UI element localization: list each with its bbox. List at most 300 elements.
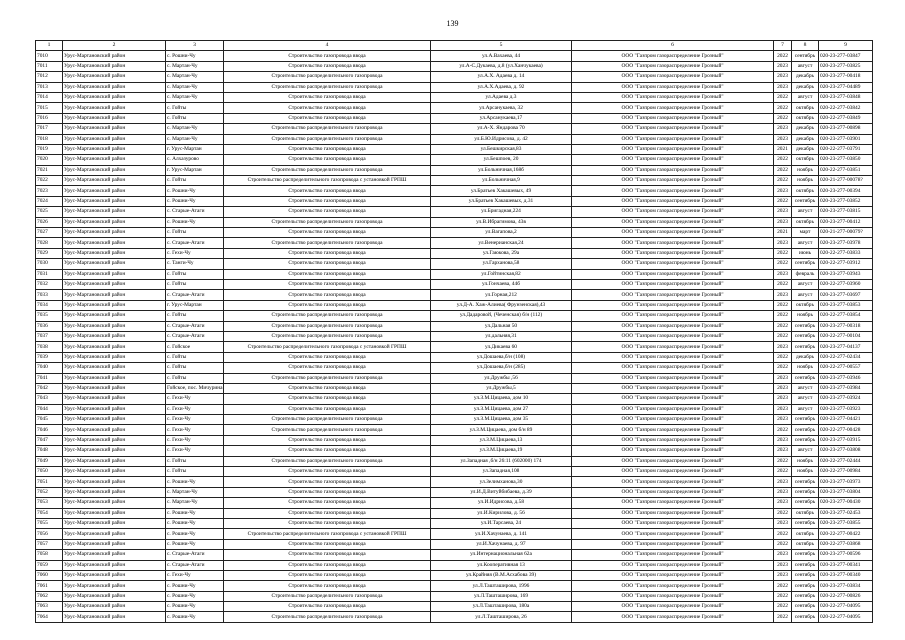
registry-number-cell: 020-23-277-04421 [819,415,873,425]
address-cell: ул.И.Хачунаева, д. 141 [431,529,572,539]
registry-number-cell: 020-23-277-00412 [819,217,873,227]
address-cell: ул.И.Хачунаева, д. 97 [431,539,572,549]
settlement-cell: с. Мартан-Чу [166,498,224,508]
settlement-cell: с. Старые-Атаги [166,560,224,570]
year-cell: 2022 [774,196,792,206]
table-row [36,103,873,113]
district-cell: Урус-Мартановский район [63,228,166,238]
table-row [36,560,873,570]
registry-number-cell: 020-23-277-03853 [819,300,873,310]
row-number-cell: 7051 [36,477,63,487]
settlement-cell: с. Гехи-Чу [166,415,224,425]
settlement-cell: с. Гойты [166,352,224,362]
row-number-cell: 7059 [36,560,63,570]
year-cell: 2023 [774,415,792,425]
table-row [36,477,873,487]
table-row [36,51,873,61]
row-number-cell: 7038 [36,342,63,352]
month-cell: август [792,290,819,300]
year-cell: 2023 [774,394,792,404]
registry-number-cell: 020-23-277-00341 [819,560,873,570]
row-number-cell: 7013 [36,82,63,92]
year-cell: 2023 [774,217,792,227]
settlement-cell: с. Рошни-Чу [166,518,224,528]
work-type-cell: Строительство газопровода ввода [224,92,431,102]
month-cell: октябрь [792,155,819,165]
settlement-cell: с. Гойты [166,113,224,123]
year-cell: 2022 [774,612,792,622]
organization-cell: ООО "Газпром газораспределение Грозный" [572,92,774,102]
district-cell: Урус-Мартановский район [63,363,166,373]
work-type-cell: Строительство распределительного газопровода [224,124,431,134]
month-cell: декабрь [792,144,819,154]
work-type-cell: Строительство газопровода ввода [224,498,431,508]
year-cell: 2022 [774,508,792,518]
registry-number-cell: 020-23-277-03850 [819,155,873,165]
address-cell: ул.Д-А. Хаж-Алиева( Фрунзенская),43 [431,300,572,310]
organization-cell: ООО "Газпром газораспределение Грозный" [572,165,774,175]
work-type-cell: Строительство распределительного газопровода [224,612,431,622]
year-cell: 2023 [774,446,792,456]
address-cell: ул.Гойтинская,82 [431,269,572,279]
work-type-cell: Строительство распределительного газопровода [224,311,431,321]
year-cell: 2023 [774,269,792,279]
work-type-cell: Строительство газопровода ввода [224,394,431,404]
header-cell: 9 [819,41,873,51]
address-cell: ул.Дикаева 60 [431,342,572,352]
work-type-cell: Строительство распределительного газопровода [224,415,431,425]
organization-cell: ООО "Газпром газораспределение Грозный" [572,259,774,269]
month-cell: август [792,383,819,393]
table-row [36,612,873,622]
month-cell: август [792,279,819,289]
table-row [36,383,873,393]
settlement-cell: с. Гехи-Чу [166,404,224,414]
row-number-cell: 7047 [36,435,63,445]
address-cell: ул.Адаева д.3 [431,92,572,102]
table-row [36,72,873,82]
month-cell: август [792,446,819,456]
organization-cell: ООО "Газпром газораспределение Грозный" [572,61,774,71]
registry-number-cell: 020-22-277-03960 [819,279,873,289]
registry-number-cell: 020-22-277-03833 [819,248,873,258]
organization-cell: ООО "Газпром газораспределение Грозный" [572,456,774,466]
row-number-cell: 7048 [36,446,63,456]
table-row [36,508,873,518]
address-cell: ул.И.Тарсаева, 24 [431,518,572,528]
district-cell: Урус-Мартановский район [63,508,166,518]
year-cell: 2023 [774,186,792,196]
month-cell: август [792,394,819,404]
address-cell: ул.А.Вахаева, 44 [431,51,572,61]
registry-number-cell: 020-22-277-00826 [819,591,873,601]
work-type-cell: Строительство газопровода ввода [224,477,431,487]
work-type-cell: Строительство газопровода ввода [224,435,431,445]
row-number-cell: 7052 [36,487,63,497]
table-row [36,176,873,186]
organization-cell: ООО "Газпром газораспределение Грозный" [572,134,774,144]
organization-cell: ООО "Газпром газораспределение Грозный" [572,144,774,154]
organization-cell: ООО "Газпром газораспределение Грозный" [572,425,774,435]
district-cell: Урус-Мартановский район [63,144,166,154]
address-cell: ул.З.М.Цицаева, дом 27 [431,404,572,414]
table-row [36,248,873,258]
address-cell: ул.Гарханова,58 [431,259,572,269]
row-number-cell: 7017 [36,124,63,134]
table-row [36,602,873,612]
gas-pipeline-registry-table [35,40,873,623]
work-type-cell: Строительство газопровода ввода [224,103,431,113]
district-cell: Урус-Мартановский район [63,456,166,466]
work-type-cell: Строительство распределительного газопровода [224,591,431,601]
year-cell: 2022 [774,279,792,289]
year-cell: 2022 [774,311,792,321]
month-cell: ноябрь [792,311,819,321]
settlement-cell: с. Рошни-Чу [166,529,224,539]
row-number-cell: 7056 [36,529,63,539]
work-type-cell: Строительство газопровода ввода [224,363,431,373]
work-type-cell: Строительство распределительного газопровода [224,321,431,331]
settlement-cell: с. Гехи-Чу [166,435,224,445]
month-cell: август [792,207,819,217]
work-type-cell: Строительство газопровода ввода [224,300,431,310]
organization-cell: ООО "Газпром газораспределение Грозный" [572,487,774,497]
month-cell: декабрь [792,72,819,82]
year-cell: 2022 [774,155,792,165]
year-cell: 2022 [774,300,792,310]
month-cell: сентябрь [792,342,819,352]
year-cell: 2023 [774,207,792,217]
row-number-cell: 7042 [36,383,63,393]
year-cell: 2023 [774,550,792,560]
address-cell: ул.З.М.Цицаева,13 [431,435,572,445]
table-row [36,217,873,227]
row-number-cell: 7018 [36,134,63,144]
district-cell: Урус-Мартановский район [63,176,166,186]
district-cell: Урус-Мартановский район [63,612,166,622]
month-cell: ноябрь [792,467,819,477]
address-cell: ул.Б.Ю.Идрисова, д. 42 [431,134,572,144]
settlement-cell: с. Мартан-Чу [166,92,224,102]
address-cell: ул.З.М.Цицаева, дом 35 [431,415,572,425]
settlement-cell: с. Мартан-Чу [166,487,224,497]
work-type-cell: Строительство газопровода ввода [224,404,431,414]
district-cell: Урус-Мартановский район [63,82,166,92]
registry-number-cell: 020-23-277-02453 [819,508,873,518]
district-cell: Урус-Мартановский район [63,259,166,269]
registry-number-cell: 020-22-277-00557 [819,363,873,373]
settlement-cell: с. Рошни-Чу [166,591,224,601]
organization-cell: ООО "Газпром газораспределение Грозный" [572,612,774,622]
district-cell: Урус-Мартановский район [63,321,166,331]
month-cell: июнь [792,248,819,258]
year-cell: 2023 [774,498,792,508]
year-cell: 2022 [774,92,792,102]
work-type-cell: Строительство газопровода ввода [224,446,431,456]
table-row [36,134,873,144]
organization-cell: ООО "Газпром газораспределение Грозный" [572,228,774,238]
work-type-cell: Строительство газопровода ввода [224,196,431,206]
table-row [36,529,873,539]
table-row [36,82,873,92]
year-cell: 2023 [774,570,792,580]
organization-cell: ООО "Газпром газораспределение Грозный" [572,508,774,518]
address-cell: ул.А-Х. Яндарова 70 [431,124,572,134]
registry-number-cell: 020-23-277-00430 [819,498,873,508]
address-cell: ул.А.Х. Адаева д. 14 [431,72,572,82]
row-number-cell: 7014 [36,92,63,102]
settlement-cell: с. Гойты [166,311,224,321]
year-cell: 2023 [774,124,792,134]
year-cell: 2022 [774,352,792,362]
month-cell: декабрь [792,124,819,134]
header-cell: 2 [63,41,166,51]
district-cell: Урус-Мартановский район [63,300,166,310]
month-cell: декабрь [792,134,819,144]
table-row [36,550,873,560]
address-cell: ул.Арсанукаева, 32 [431,103,572,113]
table-row [36,352,873,362]
district-cell: Урус-Мартановский район [63,529,166,539]
year-cell: 2022 [774,602,792,612]
row-number-cell: 7060 [36,570,63,580]
organization-cell: ООО "Газпром газораспределение Грозный" [572,394,774,404]
registry-number-cell: 020-23-277-03848 [819,92,873,102]
month-cell: октябрь [792,539,819,549]
district-cell: Урус-Мартановский район [63,331,166,341]
row-number-cell: 7023 [36,186,63,196]
registry-number-cell: 020-22-277-00104 [819,331,873,341]
district-cell: Урус-Мартановский район [63,72,166,82]
table-row [36,591,873,601]
district-cell: Урус-Мартановский район [63,311,166,321]
row-number-cell: 7025 [36,207,63,217]
registry-number-cell: 020-21-277-00079? [819,228,873,238]
month-cell: октябрь [792,300,819,310]
table-row [36,238,873,248]
registry-number-cell: 020-22-277-03854 [819,311,873,321]
registry-number-cell: 020-23-277-03808 [819,446,873,456]
work-type-cell: Строительство газопровода ввода [224,279,431,289]
work-type-cell: Строительство газопровода ввода [224,259,431,269]
registry-number-cell: 020-23-277-04137 [819,342,873,352]
month-cell: октябрь [792,186,819,196]
table-row [36,467,873,477]
year-cell: 2022 [774,103,792,113]
row-number-cell: 7033 [36,290,63,300]
settlement-cell: с. Гойты [166,279,224,289]
organization-cell: ООО "Газпром газораспределение Грозный" [572,373,774,383]
address-cell: ул.А.Х.Адаева, д. 92 [431,82,572,92]
month-cell: ноябрь [792,363,819,373]
district-cell: Урус-Мартановский район [63,581,166,591]
row-number-cell: 7064 [36,612,63,622]
month-cell: февраль [792,269,819,279]
registry-number-cell: 020-22-277-03791 [819,144,873,154]
organization-cell: ООО "Газпром газораспределение Грозный" [572,342,774,352]
table-row [36,207,873,217]
registry-number-cell: 020-22-277-02434 [819,352,873,362]
organization-cell: ООО "Газпром газораспределение Грозный" [572,82,774,92]
table-row [36,186,873,196]
row-number-cell: 7037 [36,331,63,341]
year-cell: 2023 [774,477,792,487]
settlement-cell: с. Гойты [166,176,224,186]
work-type-cell: Строительство распределительного газопровода [224,165,431,175]
organization-cell: ООО "Газпром газораспределение Грозный" [572,217,774,227]
address-cell: ул.Западная,108 [431,467,572,477]
row-number-cell: 7039 [36,352,63,362]
settlement-cell: с. Мартан-Чу [166,134,224,144]
address-cell: ул.Западная ,б/н 26:11 (602000) 174 [431,456,572,466]
year-cell: 2022 [774,165,792,175]
registry-number-cell: 020-23-277-03978 [819,238,873,248]
row-number-cell: 7027 [36,228,63,238]
organization-cell: ООО "Газпром газораспределение Грозный" [572,550,774,560]
month-cell: сентябрь [792,321,819,331]
table-header-row [36,41,873,51]
work-type-cell: Строительство газопровода ввода [224,144,431,154]
address-cell: ул.Дружбы ,56 [431,373,572,383]
year-cell: 2021 [774,228,792,238]
year-cell: 2023 [774,560,792,570]
month-cell: ноябрь [792,165,819,175]
settlement-cell: с. Рошни-Чу [166,196,224,206]
year-cell: 2022 [774,176,792,186]
address-cell: ул.З.М.Цицаева,19 [431,446,572,456]
settlement-cell: с. Старые-Атаги [166,290,224,300]
district-cell: Урус-Мартановский район [63,467,166,477]
registry-number-cell: 020-23-277-03852 [819,196,873,206]
row-number-cell: 7053 [36,498,63,508]
year-cell: 2023 [774,487,792,497]
row-number-cell: 7036 [36,321,63,331]
work-type-cell: Строительство распределительного газопровода [224,425,431,435]
district-cell: Урус-Мартановский район [63,207,166,217]
row-number-cell: 7020 [36,155,63,165]
organization-cell: ООО "Газпром газораспределение Грозный" [572,498,774,508]
work-type-cell: Строительство газопровода ввода [224,61,431,71]
table-row [36,321,873,331]
registry-number-cell: 020-23-277-04489 [819,82,873,92]
table-row [36,228,873,238]
registry-number-cell: 020-22-277-00422 [819,529,873,539]
table-row [36,113,873,123]
month-cell: сентябрь [792,487,819,497]
table-row [36,92,873,102]
work-type-cell: Строительство распределительного газопровода [224,82,431,92]
address-cell: ул.Братьев Хакашевых, 49 [431,186,572,196]
month-cell: сентябрь [792,196,819,206]
month-cell: декабрь [792,82,819,92]
district-cell: Урус-Мартановский район [63,113,166,123]
organization-cell: ООО "Газпром газораспределение Грозный" [572,207,774,217]
district-cell: Урус-Мартановский район [63,518,166,528]
address-cell: ул.З.М.Цицаева, дом б/н 89 [431,425,572,435]
month-cell: март [792,228,819,238]
table-row [36,196,873,206]
header-cell: 5 [431,41,572,51]
registry-number-cell: 020-23-277-03984 [819,383,873,393]
settlement-cell: с. Рошни-Чу [166,581,224,591]
settlement-cell: с. Старые-Атаги [166,331,224,341]
settlement-cell: с. Рошни-Чу [166,612,224,622]
month-cell: сентябрь [792,51,819,61]
year-cell: 2022 [774,259,792,269]
registry-number-cell: 020-23-277-03901 [819,134,873,144]
row-number-cell: 7054 [36,508,63,518]
table-row [36,290,873,300]
row-number-cell: 7058 [36,550,63,560]
district-cell: Урус-Мартановский район [63,342,166,352]
settlement-cell: с. Рошни-Чу [166,186,224,196]
settlement-cell: с. Гехи-Чу [166,394,224,404]
table-row [36,311,873,321]
settlement-cell: с. Рошни-Чу [166,508,224,518]
address-cell: ул.Зелимханова,30 [431,477,572,487]
settlement-cell: г. Урус-Мартан [166,144,224,154]
table-row [36,435,873,445]
year-cell: 2023 [774,404,792,414]
year-cell: 2022 [774,51,792,61]
registry-number-cell: 020-23-277-00898 [819,124,873,134]
address-cell: ул.Крайняя (В.М.Асхабова 39) [431,570,572,580]
address-cell: ул.Дошаева,б/н (285) [431,363,572,373]
month-cell: октябрь [792,113,819,123]
address-cell: ул.Бешкирская,83 [431,144,572,154]
row-number-cell: 7010 [36,51,63,61]
address-cell: ул.З.М.Цицаева, дом 10 [431,394,572,404]
month-cell: сентябрь [792,612,819,622]
month-cell: ноябрь [792,456,819,466]
registry-number-cell: 020-23-277-03815 [819,207,873,217]
header-cell: 1 [36,41,63,51]
district-cell: Урус-Мартановский район [63,415,166,425]
organization-cell: ООО "Газпром газораспределение Грозный" [572,269,774,279]
organization-cell: ООО "Газпром газораспределение Грозный" [572,467,774,477]
month-cell: октябрь [792,529,819,539]
address-cell: ул.Венерианская,24 [431,238,572,248]
registry-number-cell: 020-23-277-03697 [819,290,873,300]
registry-number-cell: 020-22-277-04095 [819,612,873,622]
settlement-cell: с. Танги-Чу [166,259,224,269]
district-cell: Урус-Мартановский район [63,238,166,248]
settlement-cell: с. Мартан-Чу [166,61,224,71]
district-cell: Урус-Мартановский район [63,487,166,497]
work-type-cell: Строительство газопровода ввода [224,186,431,196]
settlement-cell: с. Мартан-Чу [166,124,224,134]
address-cell: ул.И.Д.Витуйбибаева, д.39 [431,487,572,497]
table-row [36,61,873,71]
table-row [36,518,873,528]
row-number-cell: 7050 [36,467,63,477]
registry-number-cell: 020-23-277-03834 [819,581,873,591]
registry-number-cell: 020-23-277-03915 [819,435,873,445]
year-cell: 2022 [774,425,792,435]
month-cell: август [792,92,819,102]
row-number-cell: 7022 [36,176,63,186]
district-cell: Урус-Мартановский район [63,269,166,279]
registry-number-cell: 020-23-277-00394 [819,186,873,196]
registry-number-cell: 020-22-277-03868 [819,539,873,549]
month-cell: сентябрь [792,259,819,269]
address-cell: ул.Кооперативная 13 [431,560,572,570]
row-number-cell: 7011 [36,61,63,71]
year-cell: 2022 [774,363,792,373]
organization-cell: ООО "Газпром газораспределение Грозный" [572,103,774,113]
organization-cell: ООО "Газпром газораспределение Грозный" [572,570,774,580]
organization-cell: ООО "Газпром газораспределение Грозный" [572,290,774,300]
